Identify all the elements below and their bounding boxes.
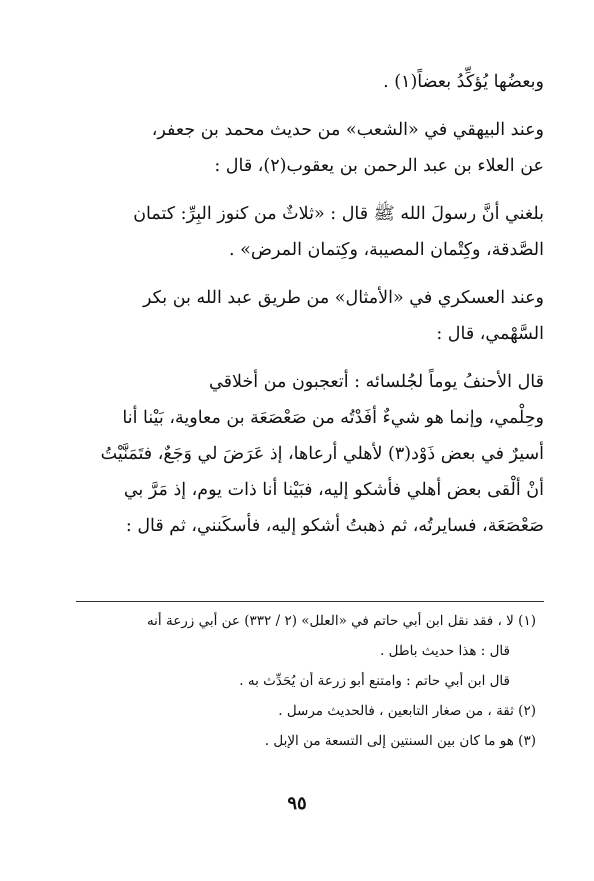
text-line: وبعضُها يُؤكِّدُ بعضاً(١) . <box>383 72 544 92</box>
paragraph <box>76 196 544 268</box>
footnotes <box>66 606 536 756</box>
footnote-divider <box>76 601 544 602</box>
text-line: عن العلاء بن عبد الرحمن بن يعقوب(٢)، قال : <box>214 156 544 176</box>
footnote-line: (١) لا ، فقد نقل ابن أبي حاتم في «العلل» (٢ / ٣٣٢) عن أبي زرعة أنه <box>146 613 536 629</box>
paragraph <box>76 364 544 544</box>
main-text <box>76 64 544 556</box>
text-line: قال الأحنفُ يوماً لجُلسائه : أتعجبون من أخلاقي <box>209 372 544 392</box>
footnote-line: (٣) هو ما كان بين السنتين إلى التسعة من الإبل . <box>264 733 536 749</box>
text-line: وحِلْمي، وإنما هو شيءٌ أفَدْتُه من صَعْصَعَة بن معاوية، بَيْنا أنا <box>122 408 544 428</box>
text-line: الصَّدقة، وكِتْمان المصيبة، وكِتمان المرض» . <box>229 240 544 260</box>
text-line: أنْ ألْقى بعض أهلي فأشكو إليه، فبَيْنا أنا ذات يوم، إذ مَرَّ بي <box>123 480 544 500</box>
footnote-line: قال ابن أبي حاتم : وامتنع أبو زرعة أن يُحَدِّث به . <box>239 673 510 689</box>
text-line: بلغني أنَّ رسولَ الله ﷺ قال : «ثلاثٌ من كنوز البِرِّ: كتمان <box>133 204 544 224</box>
page-number: ٩٥ <box>287 793 307 814</box>
text-line: السَّهْمي، قال : <box>436 324 544 344</box>
paragraph <box>76 112 544 184</box>
text-line: وعند العسكري في «الأمثال» من طريق عبد الله بن بكر <box>142 288 544 308</box>
text-line: أسيرٌ في بعض ذَوْد(٣) لأهلي أرعاها، إذ عَرَضَ لي وَجَعٌ، فتَمَنَّيْتُ <box>100 444 544 464</box>
footnote-line: قال : هذا حديث باطل . <box>380 643 510 659</box>
paragraph <box>76 64 544 100</box>
paragraph <box>76 280 544 352</box>
text-line: وعند البيهقي في «الشعب» من حديث محمد بن جعفر، <box>151 120 544 140</box>
footnote-line: (٢) ثقة ، من صغار التابعين ، فالحديث مرسل . <box>278 703 536 719</box>
text-line: صَعْصَعَة، فسايرتُه، ثم ذهبتُ أشكو إليه، فأسكَنني، ثم قال : <box>125 516 544 536</box>
